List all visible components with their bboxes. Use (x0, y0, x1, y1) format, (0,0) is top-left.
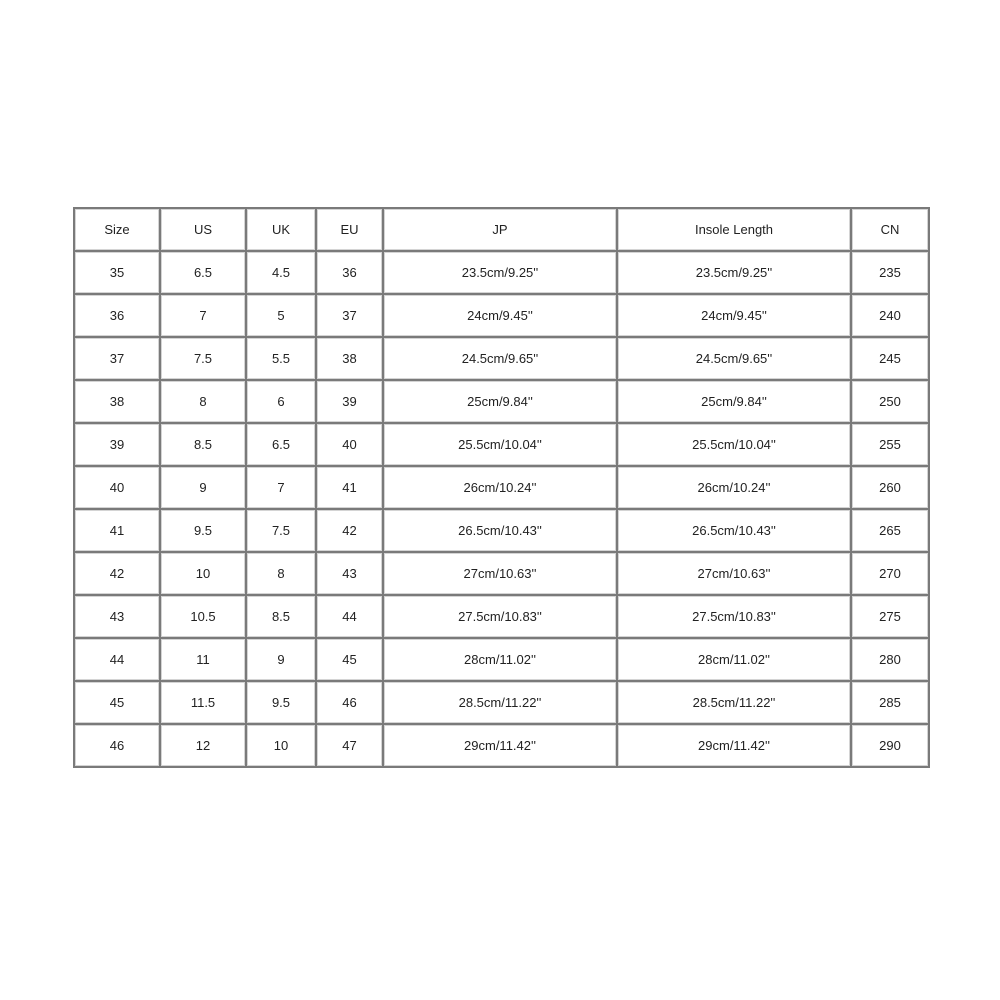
table-cell-size: 41 (74, 509, 160, 552)
table-cell-jp: 23.5cm/9.25'' (383, 251, 617, 294)
table-cell-us: 8.5 (160, 423, 246, 466)
table-cell-size: 43 (74, 595, 160, 638)
table-cell-jp: 24cm/9.45'' (383, 294, 617, 337)
table-cell-cn: 280 (851, 638, 929, 681)
table-cell-us: 8 (160, 380, 246, 423)
table-cell-eu: 38 (316, 337, 383, 380)
table-row (74, 466, 929, 509)
table-cell-cn: 270 (851, 552, 929, 595)
table-cell-eu: 47 (316, 724, 383, 767)
table-cell-us: 11.5 (160, 681, 246, 724)
table-cell-uk: 9 (246, 638, 316, 681)
table-cell-eu: 42 (316, 509, 383, 552)
table-cell-cn: 235 (851, 251, 929, 294)
table-cell-jp: 25.5cm/10.04'' (383, 423, 617, 466)
table-cell-eu: 43 (316, 552, 383, 595)
table-cell-size: 37 (74, 337, 160, 380)
table-cell-size: 44 (74, 638, 160, 681)
table-cell-uk: 8.5 (246, 595, 316, 638)
table-cell-uk: 7 (246, 466, 316, 509)
table-cell-us: 9.5 (160, 509, 246, 552)
table-cell-size: 38 (74, 380, 160, 423)
table-row (74, 552, 929, 595)
table-cell-insole-length: 24.5cm/9.65'' (617, 337, 851, 380)
column-header-jp: JP (383, 208, 617, 251)
table-cell-cn: 275 (851, 595, 929, 638)
table-cell-eu: 40 (316, 423, 383, 466)
table-cell-jp: 25cm/9.84'' (383, 380, 617, 423)
table-row (74, 380, 929, 423)
table-row (74, 509, 929, 552)
table-cell-cn: 250 (851, 380, 929, 423)
table-row (74, 337, 929, 380)
table-cell-eu: 36 (316, 251, 383, 294)
table-cell-jp: 29cm/11.42'' (383, 724, 617, 767)
table-cell-cn: 240 (851, 294, 929, 337)
table-cell-jp: 28cm/11.02'' (383, 638, 617, 681)
table-cell-us: 7 (160, 294, 246, 337)
size-chart-header (74, 208, 929, 251)
table-cell-insole-length: 25.5cm/10.04'' (617, 423, 851, 466)
table-cell-cn: 255 (851, 423, 929, 466)
size-chart-body (74, 251, 929, 767)
table-cell-cn: 260 (851, 466, 929, 509)
table-cell-eu: 37 (316, 294, 383, 337)
table-cell-us: 7.5 (160, 337, 246, 380)
table-cell-us: 9 (160, 466, 246, 509)
table-cell-insole-length: 28cm/11.02'' (617, 638, 851, 681)
table-cell-us: 6.5 (160, 251, 246, 294)
table-cell-size: 39 (74, 423, 160, 466)
table-cell-size: 35 (74, 251, 160, 294)
column-header-us: US (160, 208, 246, 251)
table-cell-uk: 8 (246, 552, 316, 595)
table-cell-jp: 28.5cm/11.22'' (383, 681, 617, 724)
table-cell-uk: 4.5 (246, 251, 316, 294)
table-cell-cn: 245 (851, 337, 929, 380)
table-cell-jp: 26.5cm/10.43'' (383, 509, 617, 552)
table-cell-size: 40 (74, 466, 160, 509)
column-header-insole-length: Insole Length (617, 208, 851, 251)
table-row (74, 638, 929, 681)
table-cell-us: 12 (160, 724, 246, 767)
table-cell-uk: 7.5 (246, 509, 316, 552)
table-cell-jp: 24.5cm/9.65'' (383, 337, 617, 380)
table-cell-jp: 26cm/10.24'' (383, 466, 617, 509)
column-header-size: Size (74, 208, 160, 251)
table-cell-size: 46 (74, 724, 160, 767)
table-cell-uk: 5 (246, 294, 316, 337)
table-cell-insole-length: 23.5cm/9.25'' (617, 251, 851, 294)
table-cell-us: 10 (160, 552, 246, 595)
column-header-eu: EU (316, 208, 383, 251)
table-cell-us: 11 (160, 638, 246, 681)
column-header-cn: CN (851, 208, 929, 251)
table-cell-insole-length: 26cm/10.24'' (617, 466, 851, 509)
table-cell-insole-length: 29cm/11.42'' (617, 724, 851, 767)
table-cell-eu: 39 (316, 380, 383, 423)
table-cell-uk: 9.5 (246, 681, 316, 724)
table-row (74, 595, 929, 638)
table-cell-eu: 45 (316, 638, 383, 681)
header-row (74, 208, 929, 251)
table-cell-cn: 285 (851, 681, 929, 724)
table-cell-size: 42 (74, 552, 160, 595)
column-header-uk: UK (246, 208, 316, 251)
table-cell-insole-length: 24cm/9.45'' (617, 294, 851, 337)
table-cell-eu: 44 (316, 595, 383, 638)
table-cell-uk: 10 (246, 724, 316, 767)
table-cell-eu: 41 (316, 466, 383, 509)
table-cell-insole-length: 27cm/10.63'' (617, 552, 851, 595)
table-cell-uk: 5.5 (246, 337, 316, 380)
table-cell-insole-length: 27.5cm/10.83'' (617, 595, 851, 638)
table-cell-uk: 6.5 (246, 423, 316, 466)
table-row (74, 724, 929, 767)
table-row (74, 423, 929, 466)
table-cell-jp: 27.5cm/10.83'' (383, 595, 617, 638)
size-chart-table (73, 207, 930, 768)
table-cell-jp: 27cm/10.63'' (383, 552, 617, 595)
table-row (74, 251, 929, 294)
table-cell-insole-length: 26.5cm/10.43'' (617, 509, 851, 552)
table-cell-size: 45 (74, 681, 160, 724)
table-cell-insole-length: 28.5cm/11.22'' (617, 681, 851, 724)
table-cell-us: 10.5 (160, 595, 246, 638)
table-cell-cn: 290 (851, 724, 929, 767)
table-cell-size: 36 (74, 294, 160, 337)
table-row (74, 681, 929, 724)
table-cell-cn: 265 (851, 509, 929, 552)
table-cell-uk: 6 (246, 380, 316, 423)
table-cell-insole-length: 25cm/9.84'' (617, 380, 851, 423)
table-row (74, 294, 929, 337)
table-cell-eu: 46 (316, 681, 383, 724)
